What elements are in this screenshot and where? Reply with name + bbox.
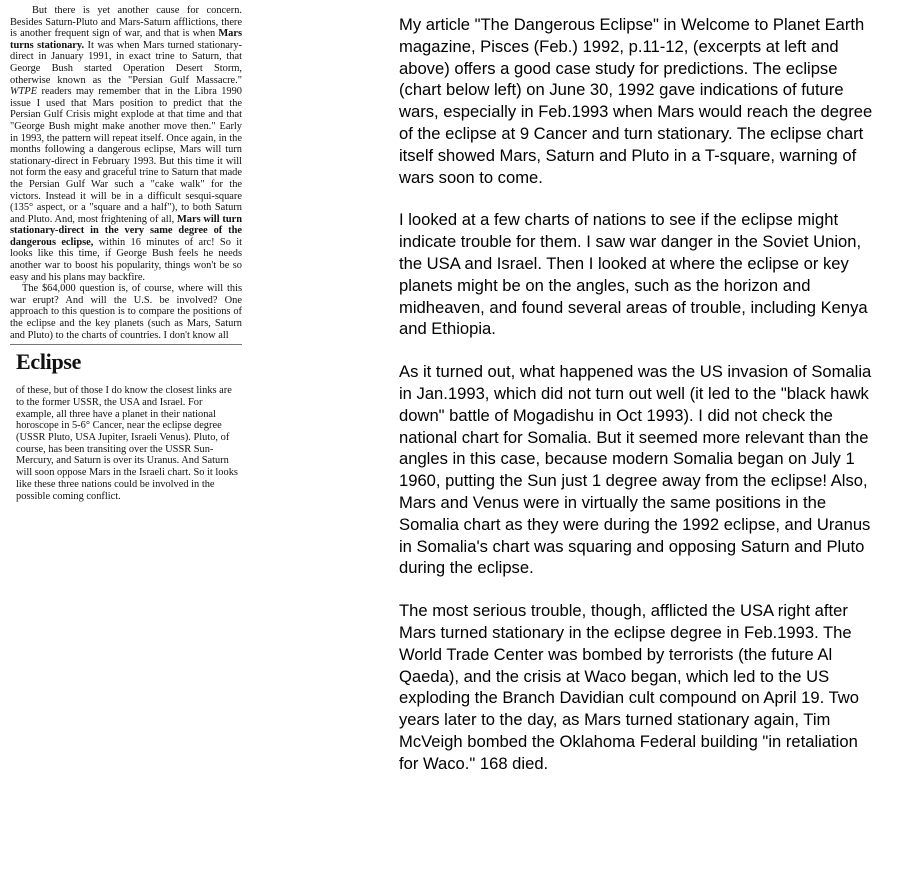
- clipping-lower-text: [10, 385, 242, 502]
- clipping-paragraph-1: [10, 5, 242, 283]
- clipping-paragraph-3: of these, but of those I do know the closest links are to the former USSR, the USA and Israel. For example, all three have a planet in their national horoscope in 5-6° Cancer, near the eclipse degree (USSR Pluto, USA Jupiter, Israeli Venus). Pluto, of course, has been transiting over the USSR Sun-Mercury, and Saturn is over its Uranus. And Saturn will soon oppose Mars in the Israeli chart. So it looks like these three nations could be involved in the possible coming conflict.: [16, 385, 238, 502]
- author-commentary: [399, 14, 881, 796]
- clipping-paragraph-2: The $64,000 question is, of course, where will this war erupt? And will the U.S. be involved? One approach to this question is to compare the positions of the eclipse and the key planets (such as Mars, Saturn and Pluto) to the charts of countries. I don't know all: [10, 283, 242, 341]
- commentary-paragraph-1: My article "The Dangerous Eclipse" in Welcome to Planet Earth magazine, Pisces (Feb.) 1992, p.11-12, (excerpts at left and above) offers a good case study for predictions. The eclipse (chart below left) on June 30, 1992 gave indications of future wars, especially in Feb.1993 when Mars would reach the degree of the eclipse at 9 Cancer and turn stationary. The eclipse chart itself showed Mars, Saturn and Pluto in a T-square, warning of wars soon to come.: [399, 15, 873, 187]
- clipping-divider: [10, 344, 242, 345]
- commentary-paragraph-2: I looked at a few charts of nations to see if the eclipse might indicate trouble for them. I saw war danger in the Soviet Union, the USA and Israel. Then I looked at where the eclipse or key planets might be on the angles, such as the horizon and midheaven, and found several areas of trouble, including Kenya and Ethiopia.: [399, 210, 868, 339]
- clipping-text-run: It was when Mars turned stationary-direct in January 1991, in exact trine to Saturn, that George Bush started Operation Desert Storm, otherwise known as the "Persian Gulf Massacre.": [10, 39, 242, 86]
- clipping-bold-run: Mars turns stationary.: [10, 28, 242, 51]
- clipping-text-run: But there is yet another cause for concern. Besides Saturn-Pluto and Mars-Saturn afflictions, there is another frequent sign of war, and that is when: [10, 5, 242, 40]
- commentary-paragraph-3: As it turned out, what happened was the US invasion of Somalia in Jan.1993, which did not turn out well (it led to the "black hawk down" battle of Mogadishu in Oct 1993). I did not check the national chart for Somalia. But it seemed more relevant than the angles in this case, because modern Somalia began on July 1 1960, putting the Sun just 1 degree away from the eclipse! Also, Mars and Venus were in virtually the same positions in the Somalia chart as they were during the 1992 eclipse, and Uranus in Somalia's chart was squaring and opposing Saturn and Pluto during the eclipse.: [399, 362, 872, 578]
- magazine-clipping: [10, 5, 242, 695]
- clipping-headline: Eclipse: [16, 349, 82, 375]
- commentary-paragraph-4: The most serious trouble, though, afflicted the USA right after Mars turned stationary in the eclipse degree in Feb.1993. The World Trade Center was bombed by terrorists (the future Al Qaeda), and the crisis at Waco began, which led to the US exploding the Branch Davidian cult compound on April 19. Two years later to the day, as Mars turned stationary again, Tim McVeigh bombed the Oklahoma Federal building "in retaliation for Waco." 168 died.: [399, 601, 859, 773]
- clipping-text-run: within 16 minutes of arc! So it looks like this time, if George Bush feels he needs another war to boost his popularity, things won't be so easy and his plans may backfire.: [10, 236, 242, 283]
- clipping-bold-run: Mars will turn stationary-direct in the very same degree of the dangerous eclipse,: [10, 213, 242, 248]
- clipping-italic-run: WTPE: [10, 86, 38, 98]
- clipping-text-run: readers may remember that in the Libra 1990 issue I used that Mars position to predict that the Persian Gulf Crisis might explode at that time and that "George Bush might make another move then." Early in 1993, the pattern will repeat itself. Once again, in the months following a dangerous eclipse, Mars will turn stationary-direct in February 1993. But this time it will not form the easy and graceful trine to Saturn that made the Persian Gulf War such a "cake walk" for the victors. Instead it will be in a difficult sesqui-square (135° aspect, or a "square and a half"), to both Saturn and Pluto. And, most frightening of all,: [10, 86, 242, 225]
- clipping-upper-text: [10, 5, 242, 341]
